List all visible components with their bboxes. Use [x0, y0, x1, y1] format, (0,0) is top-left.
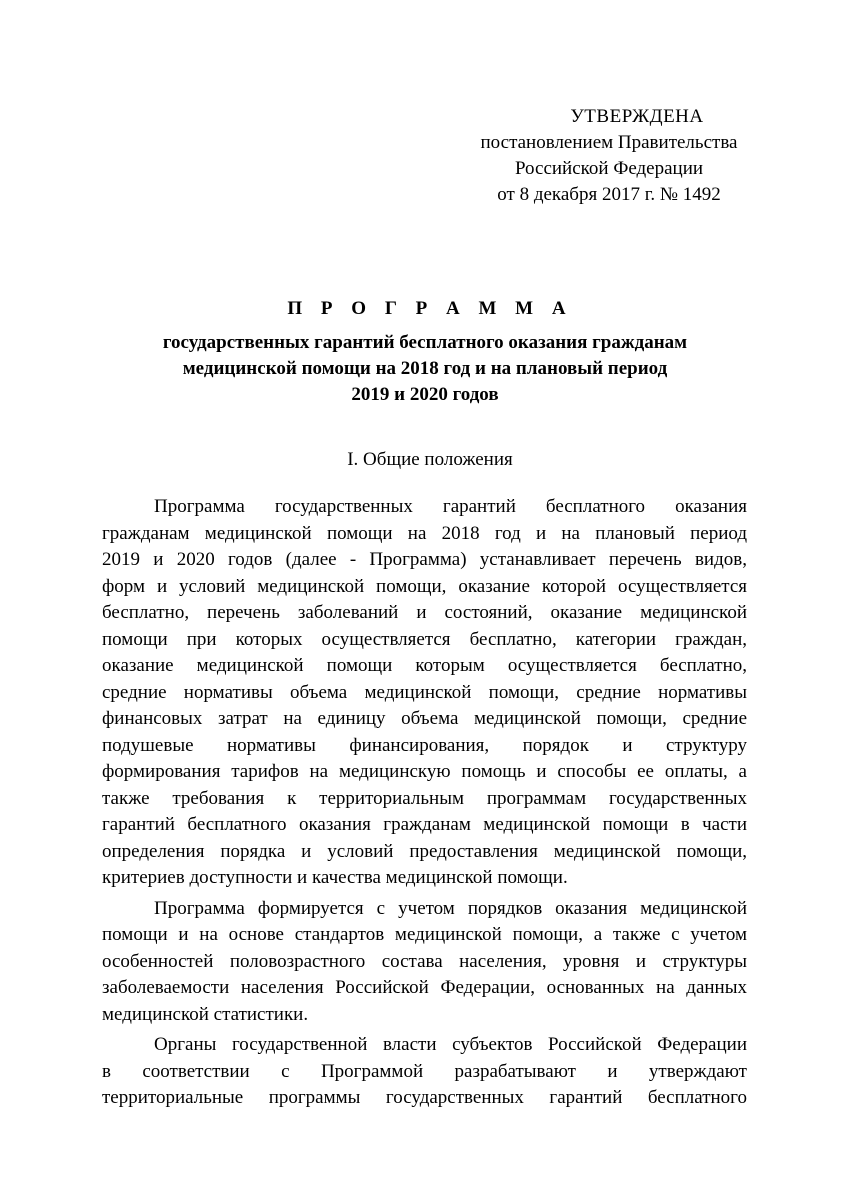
text-line: 2019 и 2020 годов (далее - Программа) устанавливает перечень видов, — [102, 549, 747, 570]
paragraph — [102, 494, 747, 892]
text-line: гарантий бесплатного оказания гражданам медицинской помощи в части — [102, 814, 747, 835]
approval-decree-line: постановлением Правительства — [480, 132, 738, 153]
program-subtitle — [100, 330, 750, 408]
text-line: территориальные программы государственных гарантий бесплатного — [102, 1087, 747, 1108]
paragraph — [102, 1032, 747, 1112]
text-line: особенностей половозрастного состава населения, уровня и структуры — [102, 950, 747, 972]
text-line: Программа государственных гарантий бесплатного оказания — [154, 496, 747, 517]
section-heading: I. Общие положения — [347, 449, 513, 470]
text-line: форм и условий медицинской помощи, оказание которой осуществляется — [102, 575, 747, 597]
text-line: финансовых затрат на единицу объема медицинской помощи, средние — [102, 708, 747, 729]
program-subtitle-line: 2019 и 2020 годов — [351, 384, 499, 405]
approval-date-number-line: от 8 декабря 2017 г. № 1492 — [497, 184, 721, 205]
text-line: Программа формируется с учетом порядков оказания медицинской — [154, 897, 747, 919]
text-line: гражданам медицинской помощи на 2018 год и на плановый период — [102, 522, 747, 544]
text-line: критериев доступности и качества медицинской помощи. — [102, 867, 568, 888]
text-line: также требования к территориальным программам государственных — [102, 787, 747, 809]
paragraph — [102, 896, 747, 1029]
text-line: оказание медицинской помощи которым осуществляется бесплатно, — [102, 655, 747, 676]
text-line: средние нормативы объема медицинской помощи, средние нормативы — [102, 681, 747, 703]
text-line: бесплатно, перечень заболеваний и состояний, оказание медицинской — [102, 602, 747, 623]
text-line: подушевые нормативы финансирования, порядок и структуру — [102, 734, 747, 756]
approval-authority-line: Российской Федерации — [514, 158, 704, 179]
text-line: Органы государственной власти субъектов Российской Федерации — [154, 1034, 747, 1055]
approval-title: УТВЕРЖДЕНА — [570, 106, 704, 127]
text-line: заболеваемости населения Российской Федерации, основанных на данных — [102, 977, 747, 998]
text-line: в соответствии с Программой разрабатывают и утверждают — [102, 1060, 747, 1082]
text-line: помощи и на основе стандартов медицинской помощи, а также с учетом — [102, 924, 747, 945]
approval-stamp — [440, 104, 770, 208]
text-line: определения порядка и условий предоставления медицинской помощи, — [102, 840, 747, 862]
program-subtitle-line: государственных гарантий бесплатного оказания гражданам — [162, 332, 688, 353]
program-title: П Р О Г Р А М М А — [287, 298, 573, 319]
text-line: медицинской статистики. — [102, 1003, 309, 1025]
program-subtitle-line: медицинской помощи на 2018 год и на плановый период — [182, 358, 668, 379]
text-line: помощи при которых осуществляется бесплатно, категории граждан, — [102, 628, 747, 650]
text-line: формирования тарифов на медицинскую помощь и способы ее оплаты, а — [102, 761, 747, 782]
body-text — [102, 494, 747, 1112]
